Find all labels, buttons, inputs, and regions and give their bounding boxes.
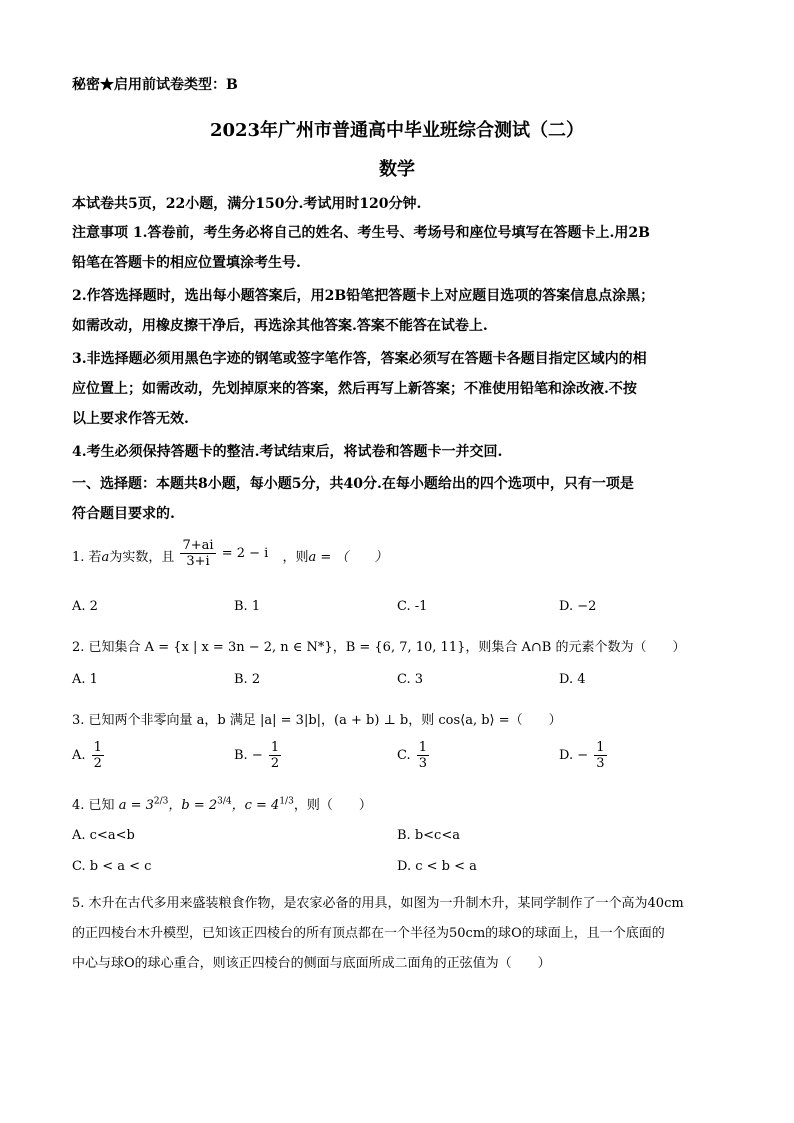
question-5-line1: 5. 木升在古代多用来盛装粮食作物，是农家必备的用具，如图为一升制木升，某同学制作了一个高为40cm [72, 896, 684, 911]
q1-option-d: D. −2 [559, 599, 597, 614]
question-5-line2: 的正四棱台木升模型，已知该正四棱台的所有顶点都在一个半径为50cm的球O的球面上，且一个底面的 [72, 926, 665, 941]
note-2b: 如需改动，用橡皮擦干净后，再选涂其他答案.答案不能答在试卷上. [72, 318, 488, 334]
q4-option-d: D. c < b < a [397, 859, 477, 874]
q2-option-b: B. 2 [234, 672, 261, 687]
q2-option-a: A. 1 [72, 672, 98, 687]
q3-option-d: D. − $\frac{1}{3}$ [559, 740, 605, 771]
question-4: 4. 已知 $a = 3^{2/3}$，$b = 2^{3/4}$，$c = 4^{1/3}$，则（ ） [72, 796, 372, 813]
secret-label: 秘密★启用前试卷类型：B [72, 77, 238, 93]
note-3a: 3.非选择题必须用黑色字迹的钢笔或签字笔作答，答案必须写在答题卡各题目指定区域内的相 [72, 351, 647, 367]
intro-text: 本试卷共5页，22小题，满分150分.考试用时120分钟. [72, 196, 422, 212]
section1-line2: 符合题目要求的. [72, 506, 175, 522]
question-1: 1. 若a为实数，且 $\frac{7+ai}{3+i}$ = 2 − i ，则a = （ ） [72, 538, 388, 569]
question-3: 3. 已知两个非零向量 a，b 满足 |a| = 3|b|，(a + b) ⊥ b，则 cos⟨a, b⟩ =（ ） [72, 713, 562, 728]
q3-option-a: A. $\frac{1}{2}$ [72, 740, 102, 771]
note-1a: 注意事项 1.答卷前，考生务必将自己的姓名、考生号、考场号和座位号填写在答题卡上.用2B [72, 225, 650, 241]
q3-option-b: B. − $\frac{1}{2}$ [234, 740, 280, 771]
q2-option-d: D. 4 [559, 672, 586, 687]
q1-fraction: $\frac{7+ai}{3+i}$ [182, 538, 214, 569]
subject-title: 数学 [379, 159, 415, 180]
exam-title: 2023年广州市普通高中毕业班综合测试（二） [209, 120, 585, 141]
q4-option-a: A. c<a<b [72, 828, 135, 843]
note-1b: 铅笔在答题卡的相应位置填涂考生号. [72, 255, 301, 271]
q3-option-c: C. $\frac{1}{3}$ [397, 740, 428, 771]
question-5-line3: 中心与球O的球心重合，则该正四棱台的侧面与底面所成二面角的正弦值为（ ） [72, 956, 551, 971]
q1-option-c: C. -1 [397, 599, 428, 614]
note-3b: 应位置上；如需改动，先划掉原来的答案，然后再写上新答案；不准使用铅笔和涂改液.不按 [72, 381, 637, 397]
q1-option-b: B. 1 [234, 599, 261, 614]
question-2: 2. 已知集合 A = {x | x = 3n − 2, n ∈ N*}，B = {6, 7, 10, 11}，则集合 A∩B 的元素个数为（ ） [72, 640, 686, 655]
q1-option-a: A. 2 [72, 599, 98, 614]
q4-option-c: C. b < a < c [72, 859, 152, 874]
section1-line1: 一、选择题：本题共8小题，每小题5分，共40分.在每小题给出的四个选项中，只有一项是 [72, 476, 634, 492]
q4-option-b: B. b<c<a [397, 828, 460, 843]
note-3c: 以上要求作答无效. [72, 411, 189, 427]
note-4: 4.考生必须保持答题卡的整洁.考试结束后，将试卷和答题卡一并交回. [72, 444, 503, 460]
q2-option-c: C. 3 [397, 672, 424, 687]
note-2a: 2.作答选择题时，选出每小题答案后，用2B铅笔把答题卡上对应题目选项的答案信息点涂黑； [72, 288, 655, 304]
